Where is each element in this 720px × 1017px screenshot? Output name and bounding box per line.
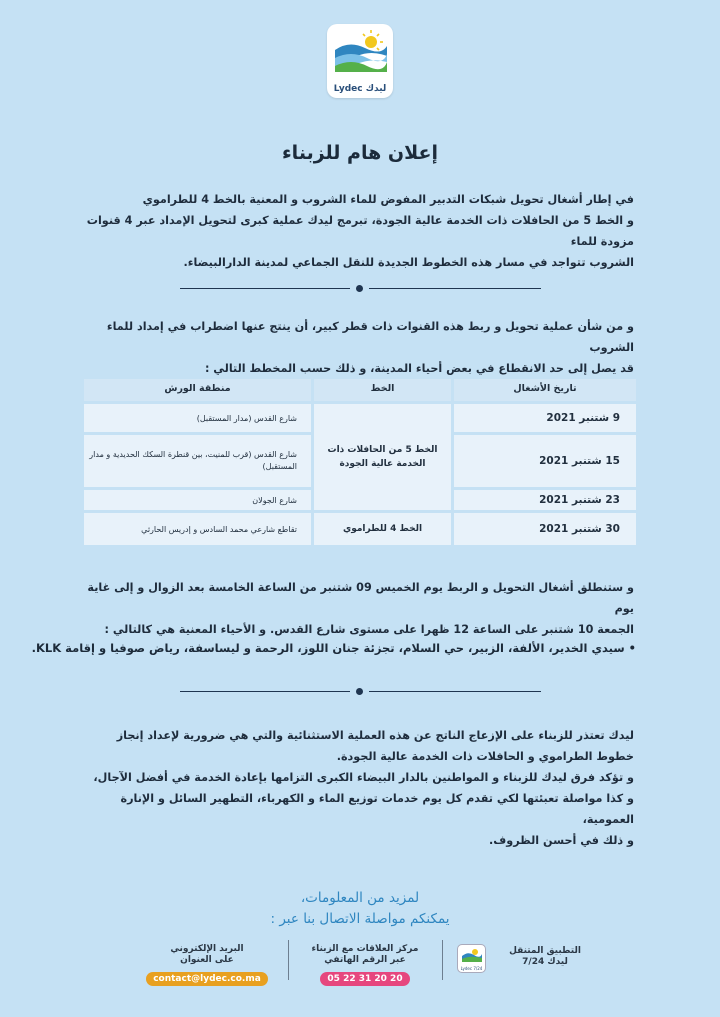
divider-line xyxy=(369,288,541,291)
cell-line: الخط 4 للطراموي xyxy=(342,524,423,534)
table-row-zone xyxy=(84,435,311,487)
cell-zone: تقاطع شارعي محمد السادس و إدريس الحارثي xyxy=(141,524,297,534)
table-row-date xyxy=(454,513,636,545)
contact-separator xyxy=(288,940,289,980)
apology-line: خطوط الطراموي و الحافلات ذات الخدمة عالية الجودة. xyxy=(336,750,634,763)
table-cell-line-group xyxy=(314,513,451,545)
apology-line: و كذا مواصلة تعبئتها لكي تقدم كل يوم خدمات توزيع الماء و الكهرباء، التطهير السائل و الإنارة العمومية، xyxy=(120,792,634,826)
phone-number-link[interactable]: 05 22 31 20 20 xyxy=(320,972,409,986)
intro-line: في إطار أشغال تحويل شبكات التدبير المفوض للماء الشروب و المعنية بالخط 4 للطراموي xyxy=(142,193,634,206)
impact-line: و من شأن عملية تحويل و ربط هذه القنوات ذات قطر كبير، أن ينتج عنها اضطراب في إمداد للماء الشروب xyxy=(106,320,634,354)
schedule-paragraph xyxy=(74,577,634,640)
works-schedule-table xyxy=(84,379,636,547)
intro-line: الشروب تتواجد في مسار هذه الخطوط الجديدة للنقل الجماعي لمدينة الدارالبيضاء. xyxy=(183,256,634,269)
apology-line: و تؤكد فرق ليدك للزبناء و المواطنين بالدار البيضاء الكبرى التزامها بإعادة الخدمة في أفضل الآجال، xyxy=(93,771,634,784)
table-row-date xyxy=(454,435,636,487)
cell-line: الخط 5 من الحافلات ذات الخدمة عالية الجودة xyxy=(327,445,438,469)
contact-call-label: مركز العلاقات مع الزبناء xyxy=(311,944,419,954)
divider-dot xyxy=(356,285,363,292)
table-row-zone xyxy=(84,404,311,432)
contact-call-label: عبر الرقم الهاتفي xyxy=(324,955,406,965)
lydec-app-icon[interactable] xyxy=(457,944,486,973)
impact-line: قد يصل إلى حد الانقطاع في بعض أحياء المدينة، و ذلك حسب المخطط التالي : xyxy=(204,362,634,375)
contact-email xyxy=(140,944,274,986)
page-title: إعلان هام للزبناء xyxy=(281,142,439,164)
table-cell-line-group xyxy=(314,404,451,510)
apology-paragraph xyxy=(74,725,634,851)
app-logo-icon xyxy=(458,945,485,965)
contact-call-center xyxy=(300,944,430,986)
app-icon-label: Lydec 7/24 xyxy=(460,966,483,971)
header-zone: منطقة الورش xyxy=(84,379,311,401)
cell-zone: شارع القدس (مدار المستقبل) xyxy=(196,413,297,423)
contact-app[interactable] xyxy=(500,946,590,968)
districts-list: • سيدي الخدير، الألفة، الزبير، حي السلام، تجزئة جنان اللوز، الرحمة و ليساسفة، رياض صوفيا و إقامة KLK. xyxy=(31,641,636,655)
more-info xyxy=(0,888,720,930)
lydec-logo xyxy=(327,24,393,98)
table-row-date xyxy=(454,490,636,510)
contact-email-label: البريد الإلكتروني xyxy=(170,944,244,954)
schedule-line: الجمعة 10 شتنبر على الساعة 12 ظهرا على مستوى شارع القدس. و الأحياء المعنية هي كالتالي : xyxy=(104,623,634,636)
header-date: تاريخ الأشغال xyxy=(454,379,636,401)
cell-zone: شارع الجولان xyxy=(252,495,297,505)
cell-zone: شارع القدس (قرب للمنيت، بين قنطرة السكك الحديدية و مدار المستقبل) xyxy=(89,450,297,471)
apology-line: و ذلك في أحسن الظروف. xyxy=(489,834,634,847)
contact-email-label: على العنوان xyxy=(180,955,234,965)
divider-line xyxy=(180,288,350,291)
intro-line: و الخط 5 من الحافلات ذات الخدمة عالية الجودة، تبرمج ليدك عملية كبرى لتحويل الإمداد عبر 4 قنوات مزودة للماء xyxy=(86,214,634,248)
divider-dot xyxy=(356,688,363,695)
header-line: الخط xyxy=(314,379,451,401)
table-row-zone xyxy=(84,490,311,510)
schedule-line: و ستنطلق أشغال التحويل و الربط يوم الخميس 09 شتنبر من الساعة الخامسة بعد الزوال و إلى غاية يوم xyxy=(87,581,634,615)
table-row-zone xyxy=(84,513,311,545)
divider-line xyxy=(180,691,350,694)
contact-separator xyxy=(442,940,443,980)
more-info-line: لمزيد من المعلومات، xyxy=(300,890,420,906)
impact-paragraph xyxy=(74,316,634,379)
lydec-logo-icon xyxy=(327,24,393,84)
cell-date: 15 شتنبر 2021 xyxy=(539,455,620,467)
contact-app-label: التطبيق المتنقل xyxy=(509,946,581,956)
apology-line: ليدك تعتذر للزبناء على الإزعاج الناتج عن هذه العملية الاستثنائية والتي هي ضرورية لإعداد إنجاز xyxy=(116,729,634,742)
intro-paragraph xyxy=(74,189,634,273)
logo-text: Lydec ليدك xyxy=(333,84,387,94)
contact-app-label: ليدك 7/24 xyxy=(522,957,568,967)
more-info-line: يمكنكم مواصلة الاتصال بنا عبر : xyxy=(270,911,450,927)
email-link[interactable]: contact@lydec.co.ma xyxy=(146,972,268,986)
cell-date: 23 شتنبر 2021 xyxy=(539,494,620,506)
cell-date: 9 شتنبر 2021 xyxy=(546,412,620,424)
table-row-date xyxy=(454,404,636,432)
divider-line xyxy=(369,691,541,694)
cell-date: 30 شتنبر 2021 xyxy=(539,523,620,535)
